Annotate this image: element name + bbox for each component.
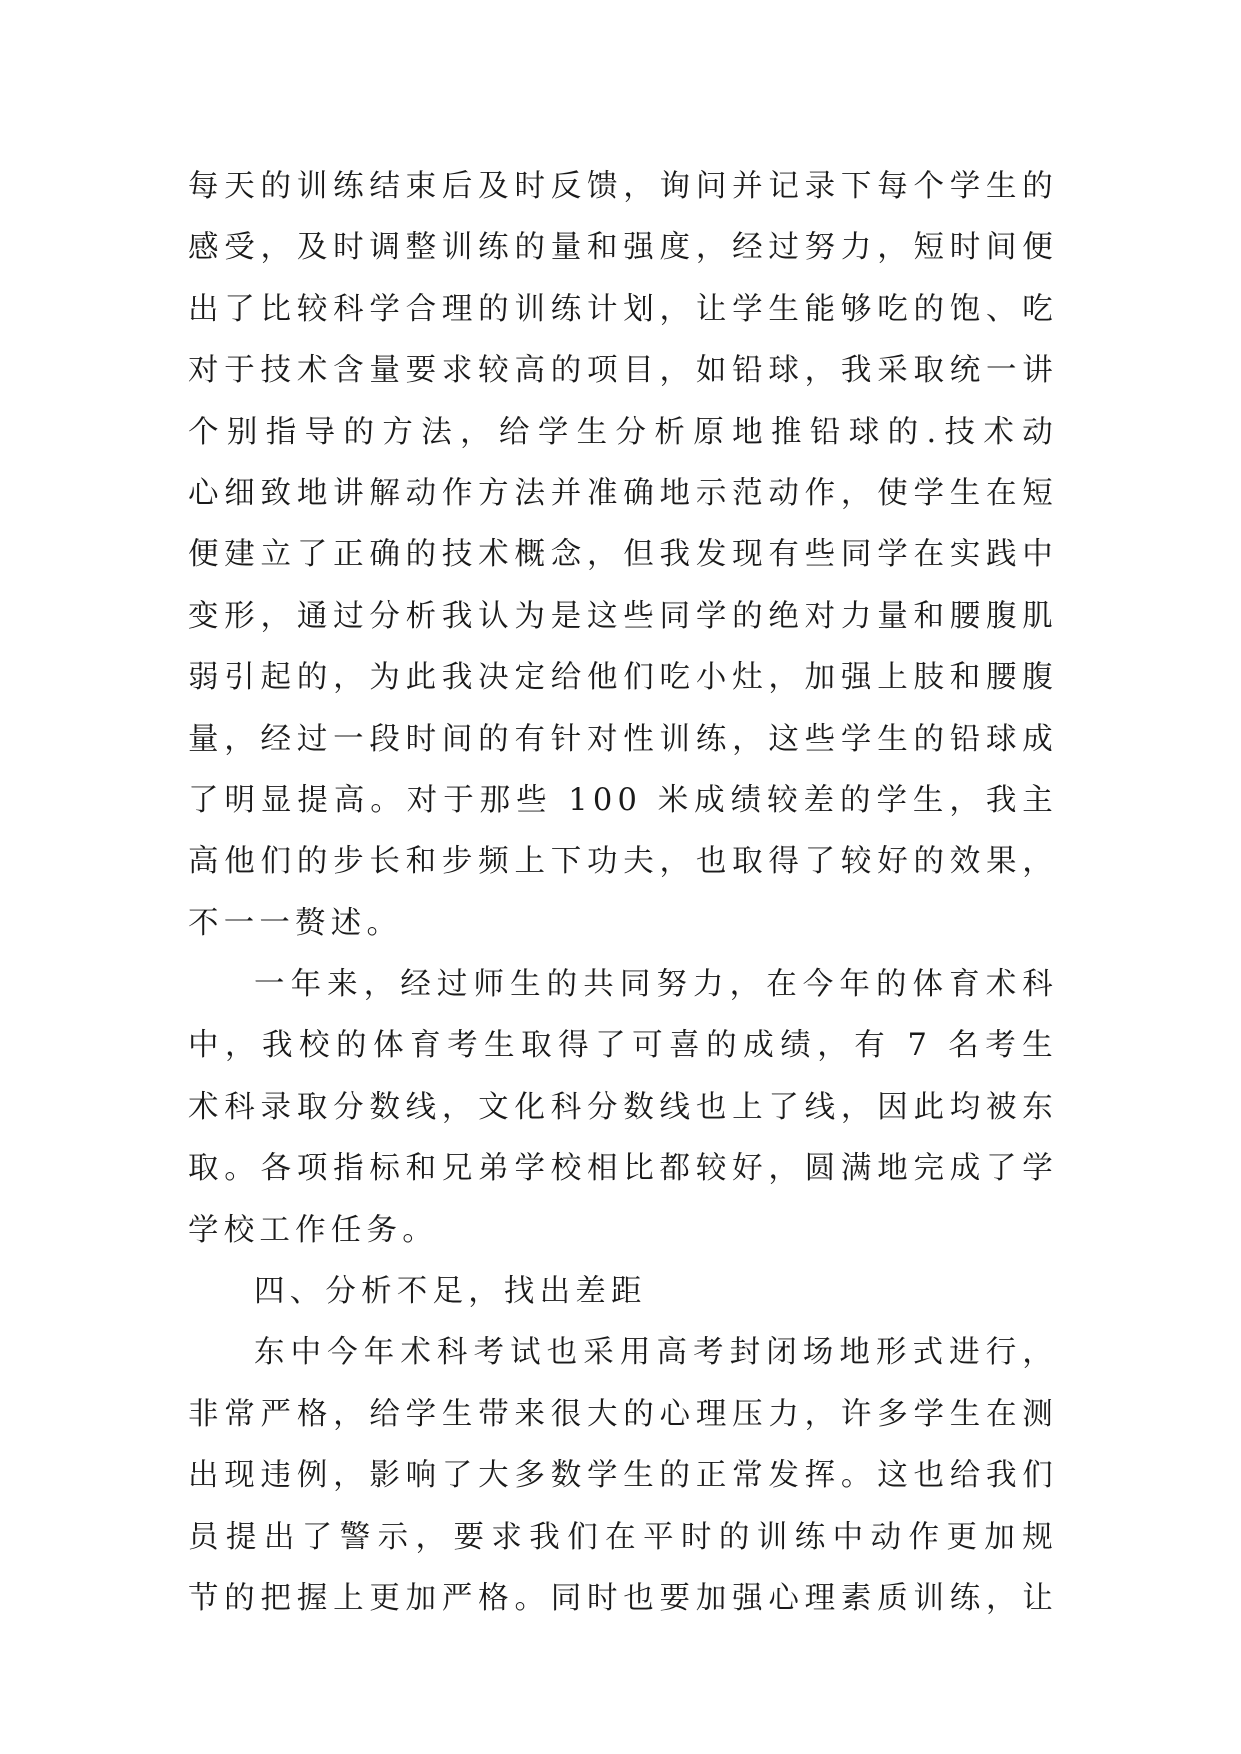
text-line: 术科录取分数线，文化科分数线也上了线，因此均被东 (188, 1089, 1058, 1125)
text-line: 对于技术含量要求较高的项目，如铅球，我采取统一讲 (188, 353, 1058, 389)
text-line: 每天的训练结束后及时反馈，询问并记录下每个学生的 (188, 169, 1058, 204)
text-line: 不一一赘述。 (188, 905, 403, 941)
text-line: 便建立了正确的技术概念，但我发现有些同学在实践中 (188, 537, 1058, 573)
text-line: 出现违例，影响了大多数学生的正常发挥。这也给我们 (188, 1458, 1058, 1494)
text-line: 弱引起的，为此我决定给他们吃小灶，加强上肢和腰腹 (188, 660, 1058, 696)
text-line: 非常严格，给学生带来很大的心理压力，许多学生在测 (188, 1396, 1058, 1432)
document-body (188, 156, 1058, 1629)
text-line: 出了比较科学合理的训练计划，让学生能够吃的饱、吃 (188, 291, 1058, 327)
text-line: 个别指导的方法，给学生分析原地推铅球的.技术动 (188, 414, 1058, 450)
text-line: 中，我校的体育考生取得了可喜的成绩，有 7 名考生 (188, 1028, 1058, 1064)
text-line: 取。各项指标和兄弟学校相比都较好，圆满地完成了学 (188, 1151, 1058, 1187)
text-line: 心细致地讲解动作方法并准确地示范动作，使学生在短 (188, 475, 1058, 511)
section-heading: 四、分析不足，找出差距 (254, 1274, 647, 1310)
text-line: 员提出了警示，要求我们在平时的训练中动作更加规 (188, 1519, 1058, 1555)
text-line: 变形，通过分析我认为是这些同学的绝对力量和腰腹肌 (188, 598, 1058, 634)
text-line: 节的把握上更加严格。同时也要加强心理素质训练，让 (188, 1580, 1058, 1616)
text-line: 量，经过一段时间的有针对性训练，这些学生的铅球成 (188, 721, 1058, 757)
paragraph-first-line: 东中今年术科考试也采用高考封闭场地形式进行， (254, 1335, 1058, 1371)
text-line: 高他们的步长和步频上下功夫，也取得了较好的效果， (188, 844, 1058, 880)
paragraph-first-line: 一年来，经过师生的共同努力，在今年的体育术科 (254, 967, 1058, 1003)
text-line: 学校工作任务。 (188, 1212, 438, 1248)
text-line: 感受，及时调整训练的量和强度，经过努力，短时间便 (188, 230, 1058, 266)
text-line: 了明显提高。对于那些 100 米成绩较差的学生，我主 (188, 782, 1058, 818)
